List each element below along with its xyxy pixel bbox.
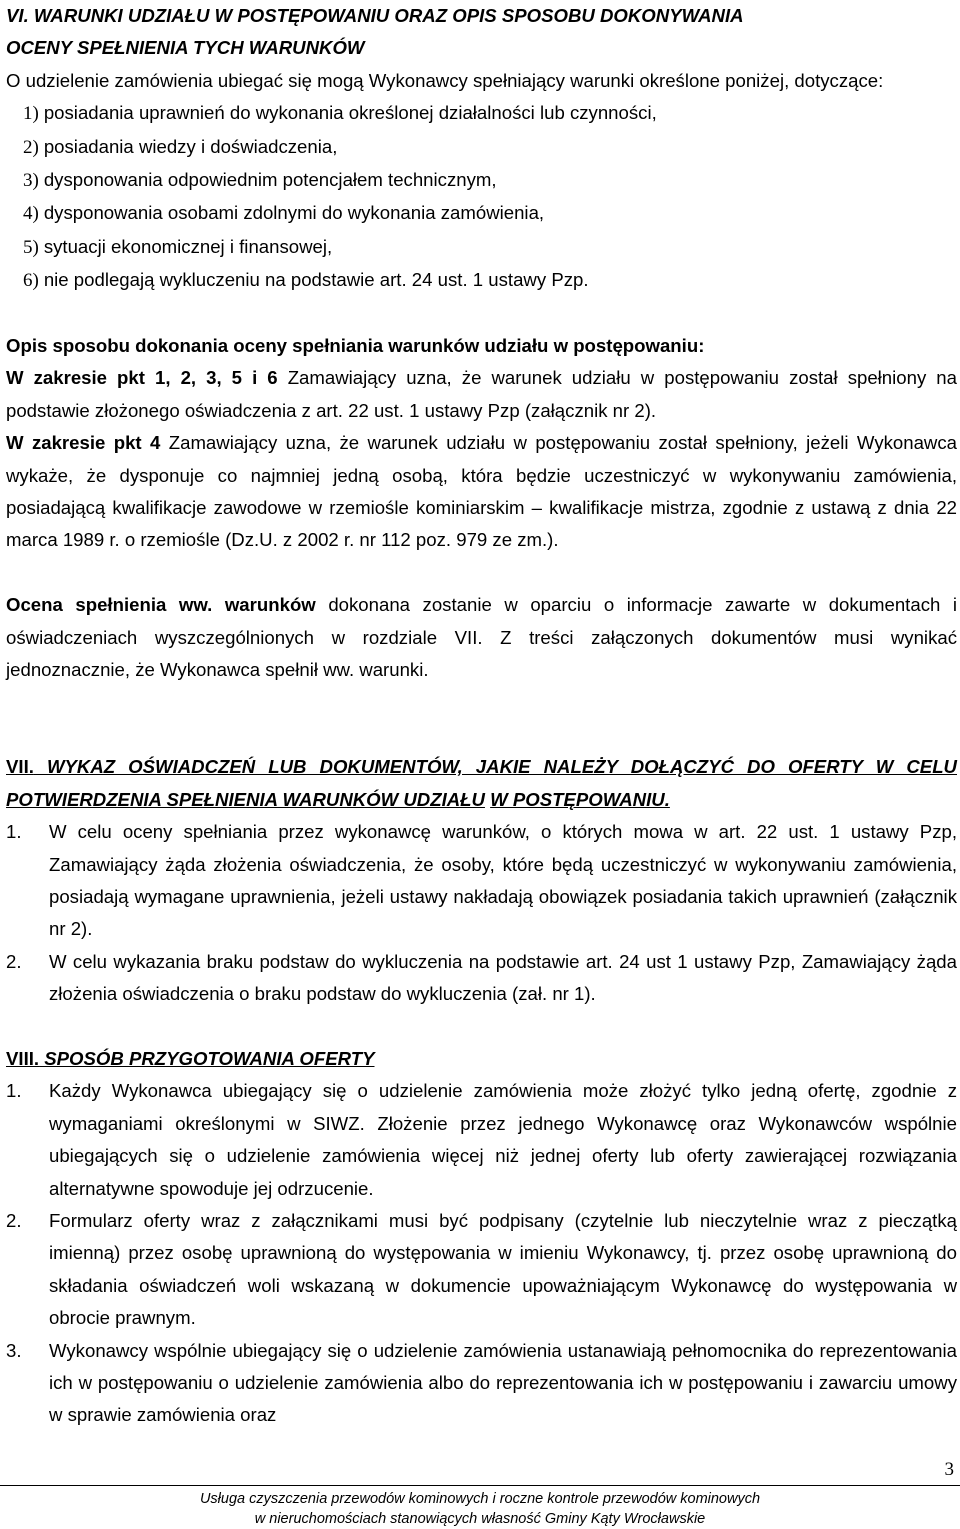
section-7-title: WYKAZ OŚWIADCZEŃ LUB DOKUMENTÓW, JAKIE NALEŻY DOŁĄCZYĆ DO OFERTY W CELU POTWIERDZENIA SPEŁNIENIA WARUNKÓW UDZIAŁU	[6, 756, 957, 810]
section-8-heading	[6, 1043, 957, 1075]
spacer	[6, 1011, 957, 1043]
spacer	[6, 557, 957, 589]
footer-divider	[0, 1485, 960, 1486]
section-8-list	[6, 1075, 957, 1431]
assessment-paragraph-1: W zakresie pkt 1, 2, 3, 5 i 6 Zamawiający uzna, że warunek udziału w postępowaniu został spełniony na podstawie złożonego oświadczenia z art. 22 ust. 1 ustawy Pzp (załącznik nr 2).	[6, 367, 957, 421]
section-6-intro: O udzielenie zamówienia ubiegać się mogą Wykonawcy spełniający warunki określone poniżej, dotyczące:	[6, 69, 884, 91]
list-item: 3. Wykonawcy wspólnie ubiegający się o udzielenie zamówienia ustanawiają pełnomocnika do reprezentowania ich w postępowaniu o udzielenie zamówienia albo do reprezentowania ich w postępowaniu i zawarciu umowy w sprawie zamówienia oraz	[6, 1339, 957, 1426]
section-7-title-end: W POSTĘPOWANIU.	[490, 788, 670, 810]
spacer	[6, 687, 957, 719]
section-6-heading-line1: VI. WARUNKI UDZIAŁU W POSTĘPOWANIU ORAZ OPIS SPOSOBU DOKONYWANIA	[6, 5, 744, 26]
section-7-number: VII.	[6, 756, 34, 778]
list-item: 4) dysponowania osobami zdolnymi do wykonania zamówienia,	[23, 202, 545, 225]
list-item: 1. W celu oceny spełniania przez wykonawcę warunków, o których mowa w art. 22 ust. 1 ustawy Pzp, Zamawiający żąda złożenia oświadczenia, że osoby, które będą uczestniczyć w wykonywaniu zamówienia, posiadają wymagane uprawnienia, jeżeli ustawy nakładają obowiązek posiadania takich uprawnień (załącznik nr 2).	[6, 821, 957, 940]
footer-line-1: Usługa czyszczenia przewodów kominowych i roczne kontrole przewodów kominowych	[199, 1491, 761, 1507]
list-item: 2. W celu wykazania braku podstaw do wykluczenia na podstawie art. 24 ust 1 ustawy Pzp, Zamawiający żąda złożenia oświadczenia o braku podstaw do wykluczenia (zał. nr 1).	[6, 950, 957, 1005]
assessment-heading: Opis sposobu dokonania oceny spełniania warunków udziału w postępowaniu:	[6, 335, 705, 357]
assessment-paragraph-2: W zakresie pkt 4 Zamawiający uzna, że warunek udziału w postępowaniu został spełniony, jeżeli Wykonawca wykaże, że dysponuje co najmniej jedną osobą, która będzie uczestniczyć w wykonywaniu zamówienia, posiadającą kwalifikacje zawodowe w rzemiośle kominiarskim – kwalifikacje mistrza, zgodnie z ustawą z dnia 22 marca 1989 r. o rzemiośle (Dz.U. z 2002 r. nr 112 poz. 979 ze zm.).	[6, 432, 957, 551]
list-item: 5) sytuacji ekonomicznej i finansowej,	[23, 235, 333, 258]
section-6-heading-line2: OCENY SPEŁNIENIA TYCH WARUNKÓW	[6, 37, 365, 59]
list-item: 3) dysponowania odpowiednim potencjałem technicznym,	[23, 169, 497, 192]
list-item: 1) posiadania uprawnień do wykonania określonej działalności lub czynności,	[23, 102, 657, 125]
section-6-heading	[6, 0, 957, 65]
section-7-heading	[6, 751, 957, 816]
spacer	[6, 298, 957, 330]
footer-line-2: w nieruchomościach stanowiących własność Gminy Kąty Wrocławskie	[254, 1511, 706, 1527]
conditions-list	[6, 97, 957, 297]
page-footer	[0, 1489, 960, 1529]
evaluation-paragraph: Ocena spełnienia ww. warunków dokonana zostanie w oparciu o informacje zawarte w dokumentach i oświadczeniach wyszczególnionych w rozdziale VII. Z treści załączonych dokumentów musi wynikać jednoznacznie, że Wykonawca spełnił ww. warunki.	[6, 594, 958, 681]
section-8-number: VIII.	[6, 1047, 40, 1069]
list-item: 2) posiadania wiedzy i doświadczenia,	[23, 135, 338, 158]
spacer	[6, 719, 957, 751]
section-7-list	[6, 816, 957, 1010]
list-item: 2. Formularz oferty wraz z załącznikami musi być podpisany (czytelnie lub nieczytelnie wraz z pieczątką imienną) przez osobę uprawnioną do występowania w imieniu Wykonawcy, tj. przez osobę uprawnioną do składania oświadczeń woli wskazaną w dokumencie upoważniającym Wykonawcę do występowania w obrocie prawnym.	[6, 1209, 957, 1329]
list-item: 1. Każdy Wykonawca ubiegający się o udzielenie zamówienia może złożyć tylko jedną ofertę, zgodnie z wymaganiami określonymi w SIWZ. Złożenie przez jednego Wykonawcę oraz Wykonawców wspólnie ubiegających się o udzielenie zamówienia więcej niż jednej oferty lub oferty zawierającej rozwiązania alternatywne spowoduje jej odrzucenie.	[6, 1080, 957, 1199]
page-number: 3	[944, 1459, 954, 1480]
section-8-title: SPOSÓB PRZYGOTOWANIA OFERTY	[39, 1047, 375, 1069]
list-item: 6) nie podlegają wykluczeniu na podstawie art. 24 ust. 1 ustawy Pzp.	[23, 269, 589, 292]
